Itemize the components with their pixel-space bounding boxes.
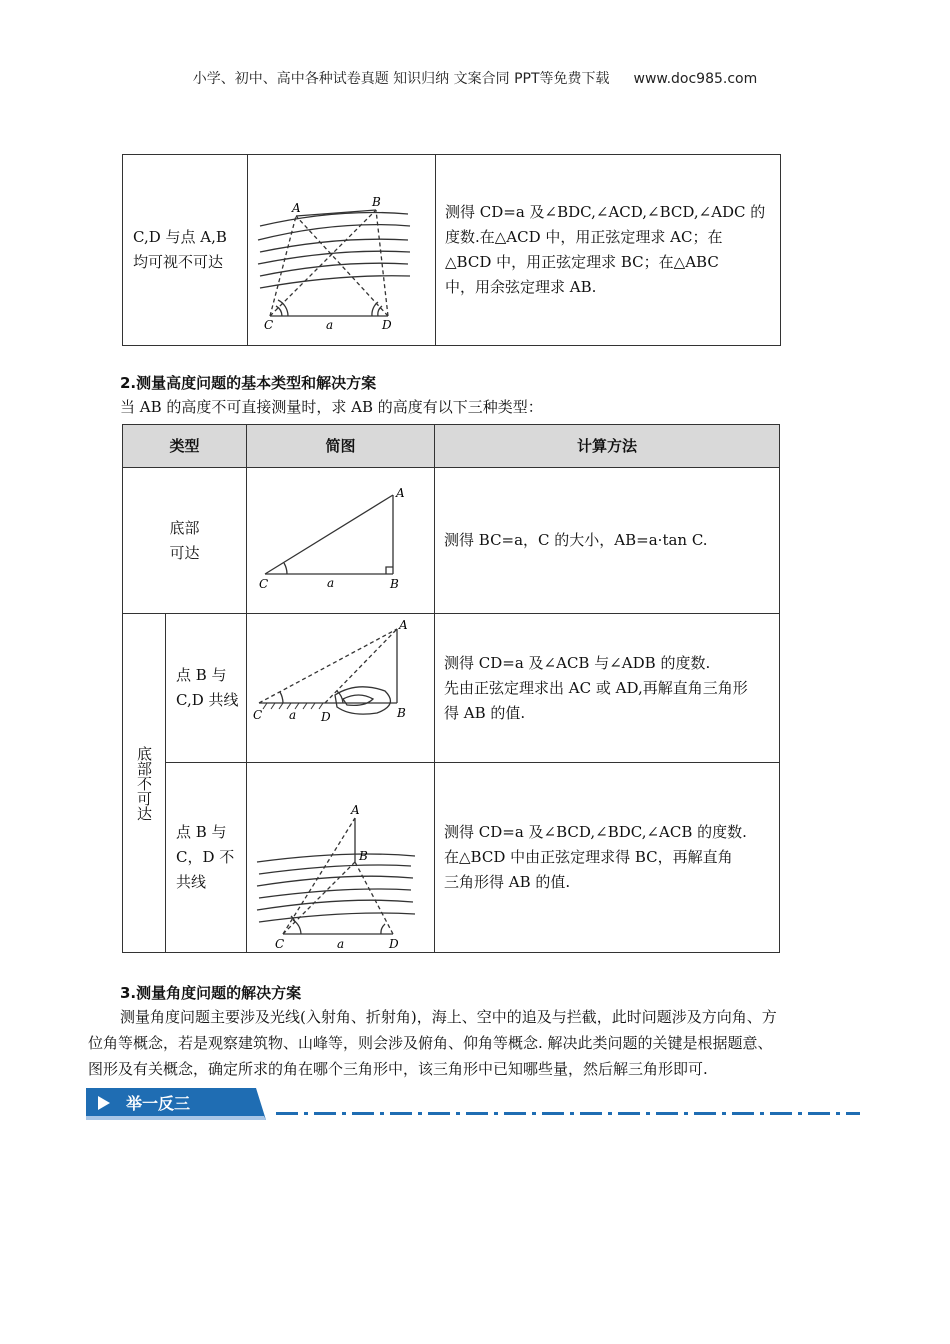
figure-cd-ab [248, 156, 435, 345]
method-line: 度数.在△ACD 中，用正弦定理求 AC；在 [445, 228, 723, 246]
type-cell [123, 155, 248, 346]
para-line: 测量角度问题主要涉及光线(入射角、折射角)，海上、空中的追及与拦截，此时问题涉及方向角、方 [120, 1008, 777, 1026]
banner-label: 举一反三 [126, 1094, 191, 1113]
method-cell [436, 155, 781, 346]
label-d-point: D [321, 709, 331, 724]
label-a-point: A [396, 485, 405, 500]
banner-example [86, 1088, 266, 1120]
label-d-point: D [382, 317, 392, 332]
header-figure: 简图 [247, 425, 435, 468]
type-line: 可达 [169, 543, 200, 562]
type-cell-accessible [123, 468, 247, 614]
figure-cell [247, 468, 435, 614]
type-line: 点 B 与 [176, 666, 227, 684]
type-cell-collinear [166, 614, 247, 763]
label-d-point: D [389, 936, 399, 951]
label-c-point: C [264, 317, 274, 332]
method-line: 三角形得 AB 的值. [444, 873, 571, 891]
label-c-point: C [253, 707, 263, 722]
type-line: 均可视不可达 [133, 253, 224, 271]
section2-intro: 当 AB 的高度不可直接测量时，求 AB 的高度有以下三种类型： [120, 398, 543, 416]
figure-cell [248, 155, 436, 346]
label-a-length: a [337, 936, 345, 951]
group-label-cell [123, 614, 166, 953]
label-a-length: a [327, 575, 335, 590]
method-cell [435, 614, 780, 763]
label-b-point: B [397, 705, 406, 720]
label-c-point: C [259, 576, 269, 591]
method-line: 测得 CD=a 及∠ACB 与∠ADB 的度数. [444, 653, 711, 672]
method-line: 中，用余弦定理求 AB. [445, 278, 597, 296]
header-site: www.doc985.com [633, 71, 758, 87]
method-line: 先由正弦定理求出 AC 或 AD,再解直角三角形 [444, 678, 748, 697]
label-b-point: B [390, 576, 399, 591]
header-type: 类型 [123, 425, 247, 468]
figure-right-triangle [247, 469, 434, 613]
table-both-visible [122, 154, 781, 346]
type-line: C,D 与点 A,B [133, 228, 227, 246]
para-line: 位角等概念，若是观察建筑物、山峰等，则会涉及俯角、仰角等概念. 解决此类问题的关键是根据题意、 [88, 1034, 773, 1052]
section3-paragraph [88, 1004, 860, 1082]
method-line: △BCD 中，用正弦定理求 BC；在△ABC [445, 253, 719, 271]
figure-cell [247, 763, 435, 953]
method-line: 测得 CD=a 及∠BDC,∠ACD,∠BCD,∠ADC 的 [445, 203, 766, 221]
method-line: 得 AB 的值. [444, 703, 526, 722]
method-line: 在△BCD 中由正弦定理求得 BC，再解直角 [444, 848, 733, 866]
header-method: 计算方法 [435, 425, 780, 468]
type-line: 点 B 与 [176, 823, 227, 841]
label-a-point: A [399, 617, 408, 632]
para-line: 图形及有关概念，确定所求的角在哪个三角形中，该三角形中已知哪些量，然后解三角形即可. [88, 1060, 708, 1078]
label-b-point: B [359, 848, 368, 863]
banner-divider [276, 1112, 860, 1115]
section2-title: 2.测量高度问题的基本类型和解决方案 [120, 374, 377, 392]
section3-title: 3.测量角度问题的解决方案 [120, 984, 302, 1002]
method-cell [435, 763, 780, 953]
type-cell-noncollinear [166, 763, 247, 953]
type-line: C,D 共线 [176, 691, 239, 709]
method-cell: 测得 BC=a，C 的大小，AB=a·tan C. [435, 468, 780, 614]
page-header [0, 68, 950, 88]
label-a-point: A [351, 802, 360, 817]
header-text: 小学、初中、高中各种试卷真题 知识归纳 文案合同 PPT等免费下载 [192, 71, 610, 87]
label-a-length: a [326, 317, 334, 332]
figure-noncollinear [247, 764, 434, 952]
method-line: 测得 CD=a 及∠BCD,∠BDC,∠ACB 的度数. [444, 823, 747, 841]
table-height-types [122, 424, 780, 953]
type-line: 底部 [169, 518, 200, 537]
figure-collinear [247, 615, 434, 762]
label-a-length: a [289, 707, 297, 722]
label-c-point: C [275, 936, 285, 951]
label-b-point: B [372, 194, 381, 209]
figure-cell [247, 614, 435, 763]
type-line: 共线 [176, 873, 207, 891]
group-label: 底部不可达 [135, 745, 153, 821]
label-a-point: A [292, 200, 301, 215]
type-line: C，D 不 [176, 848, 235, 866]
